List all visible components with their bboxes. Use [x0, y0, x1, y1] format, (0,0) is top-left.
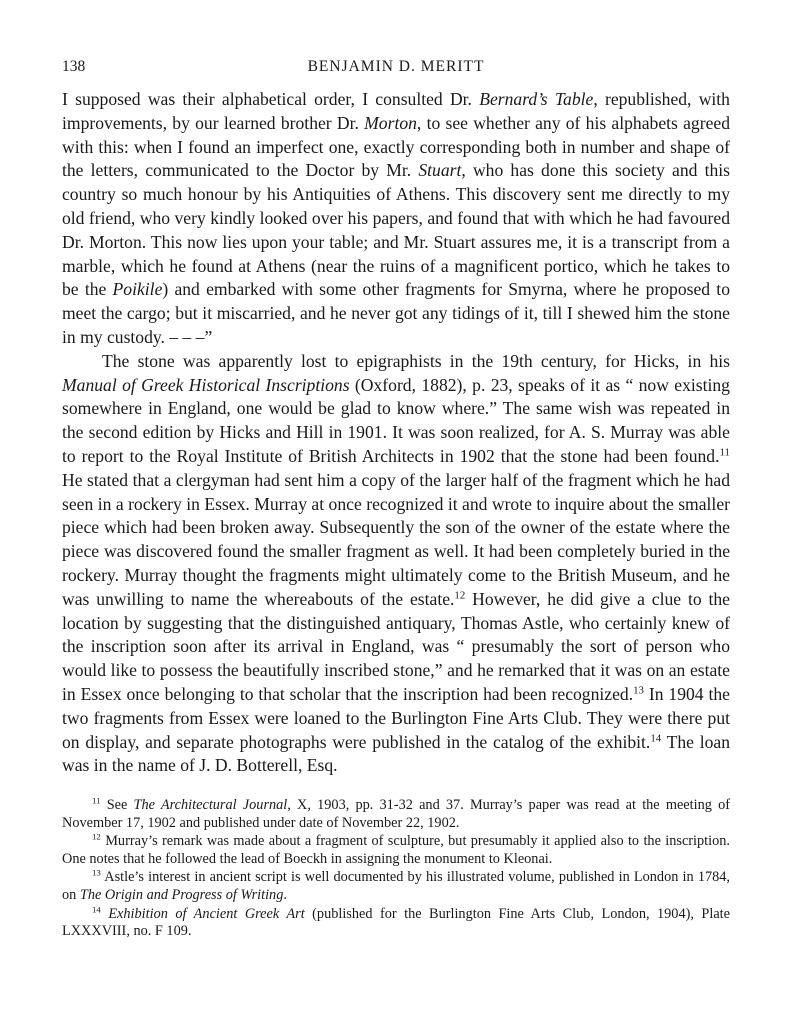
- text-run: (published for the Burlington Fine Arts Club, London, 1904), Plate LXXXVIII, no. F 109.: [62, 905, 730, 940]
- text-run: I supposed was their alphabetical order, I consulted Dr.: [62, 89, 480, 109]
- text-run: , to see whether any of his alphabets agreed with this: when I found an imperfect one, exactly corresponding both in number and shape of the letters, communicated to the Doctor by Mr.: [62, 112, 730, 181]
- body-text: [62, 88, 730, 778]
- text-run: , who has done this society and this country so much honour by his Antiquities of Athens. This discovery sent me directly to my old friend, who very kindly looked over his papers, and found that with which he had favoured Dr. Morton. This now lies upon your table; and Mr. Stuart assures me, it is a transcript from a marble, which he found at Athens (near the ruins of a magnificent portico, which he takes to be the: [62, 160, 731, 300]
- text-run: ) and embarked with some other fragments for Smyrna, where he proposed to meet the cargo; but it miscarried, and he never got any tidings of it, till I shewed him the stone in my custody. – – –”: [62, 279, 730, 347]
- italic-run: The Architectural Journal: [133, 797, 288, 813]
- italic-run: The Origin and Progress of Writing: [79, 886, 284, 903]
- footnote-ref-14[interactable]: 14: [650, 731, 662, 744]
- footnote-ref-12[interactable]: 12: [454, 589, 466, 602]
- footnote-number: 12: [92, 831, 101, 842]
- page-header: [62, 58, 730, 80]
- italic-run: Morton: [364, 112, 417, 133]
- footnote-number: 14: [92, 904, 101, 915]
- footnote-number: 13: [92, 868, 101, 879]
- footnote-11: [62, 797, 730, 832]
- footnote-ref-11[interactable]: 11: [719, 446, 730, 459]
- text-run: Astle’s interest in ancient script is well documented by his illustrated volume, published in London in 1784, on: [62, 869, 730, 903]
- text-run: He stated that a clergyman had sent him a copy of the larger half of the fragment which he had seen in a rockery in Essex. Murray at once recognized it and wrote to inquire about the smaller piece which had been broken away. Subsequently the son of the owner of the estate where the piece was discovered found the smaller fragment as well. It had been completely buried in the rockery. Murray thought the fragments might ultimately come to the British Museum, and he was unwilling to name the whereabouts of the estate.: [62, 469, 730, 609]
- italic-run: Manual of Greek Historical Inscriptions: [62, 374, 350, 395]
- paragraph-1: [62, 88, 730, 350]
- text-run: (Oxford, 1882), p. 23, speaks of it as “ now existing somewhere in England, one would be glad to know where.” The same wish was repeated in the second edition by Hicks and Hill in 1901. It was soon realized, for A. S. Murray was able to report to the Royal Institute of British Architects in 1902 that the stone had been found.: [62, 374, 730, 466]
- italic-run: Exhibition of Ancient Greek Art: [108, 905, 305, 922]
- running-head: BENJAMIN D. MERITT: [307, 58, 485, 75]
- text-run: In 1904 the two fragments from Essex were loaned to the Burlington Fine Arts Club. They were there put on display, and separate photographs were published in the catalog of the exhibit.: [62, 683, 730, 752]
- footnote-13: [62, 869, 730, 904]
- italic-run: Stuart: [418, 160, 462, 181]
- text-run: Murray’s remark was made about a fragment of sculpture, but presumably it applied also to the inscription. One notes that he followed the lead of Boeckh in assigning the monument to Kleonai.: [62, 833, 730, 867]
- footnote-number: 11: [92, 795, 101, 806]
- footnote-ref-13[interactable]: 13: [633, 684, 644, 697]
- text-run: See: [100, 797, 134, 813]
- page-number: 138: [62, 58, 86, 75]
- text-run: However, he did give a clue to the location by suggesting that the distinguished antiquary, Thomas Astle, who certainly knew of the inscription soon after its arrival in England, was “ presumably the sort of person who would like to possess the beautifully inscribed stone,” and he remarked that it was on an estate in Essex once belonging to that scholar that the inscription had been recognized.: [62, 588, 730, 704]
- text-run: .: [283, 886, 287, 903]
- paragraph-2: [62, 350, 730, 778]
- text-run: , republished, with improvements, by our learned brother Dr.: [62, 89, 730, 133]
- italic-run: Bernard’s Table: [479, 89, 594, 109]
- footnote-12: [62, 833, 730, 868]
- text-run: , X, 1903, pp. 31-32 and 37. Murray’s paper was read at the meeting of November 17, 1902 and published under date of November 22, 1902.: [62, 797, 730, 831]
- text-run: The loan was in the name of J. D. Botterell, Esq.: [62, 731, 731, 776]
- footnotes: [62, 797, 730, 941]
- footnote-14: [62, 906, 730, 941]
- italic-run: Poikile: [112, 279, 163, 300]
- text-run: The stone was apparently lost to epigraphists in the 19th century, for Hicks, in his: [102, 350, 730, 371]
